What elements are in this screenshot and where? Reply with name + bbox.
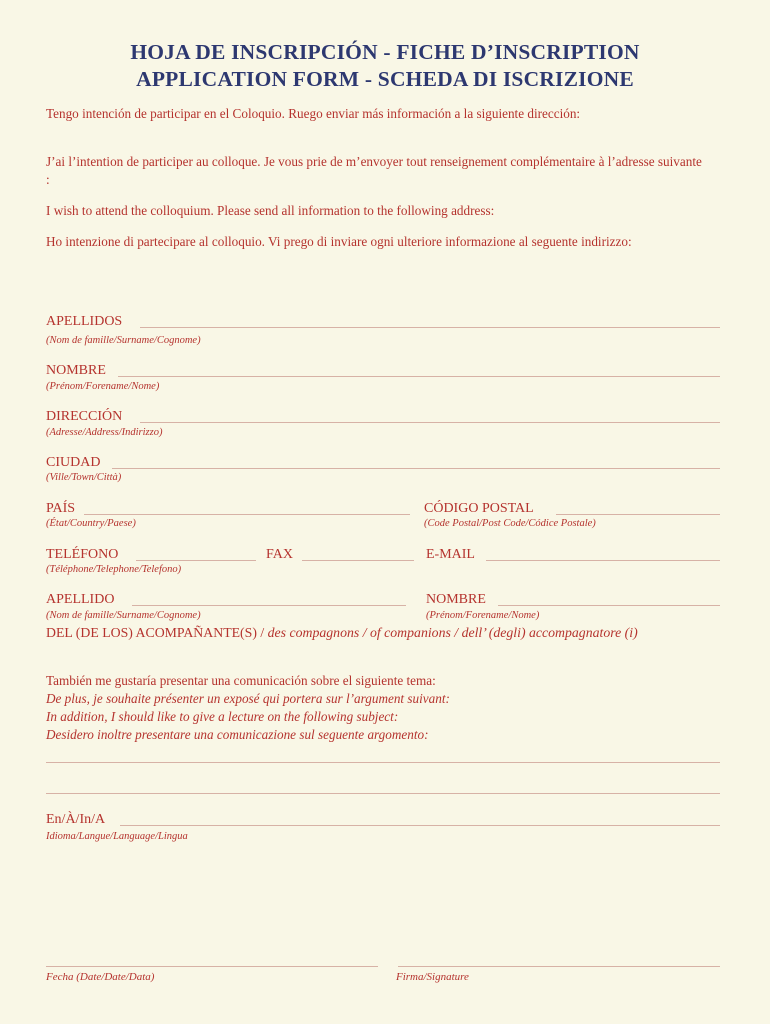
companions-heading-italic: des compagnons / of companions / dell’ (degli) accompagnatore (i) [267,625,638,640]
nombre-companion-sublabel: (Prénom/Forename/Nome) [426,610,540,621]
nombre-label: NOMBRE [46,363,106,378]
signature-field[interactable] [398,966,720,967]
date-label: Fecha (Date/Date/Data) [46,971,155,983]
apellido-companion-label: APELLIDO [46,592,115,607]
telefono-label: TELÉFONO [46,547,119,562]
ciudad-label: CIUDAD [46,455,101,470]
codigo-postal-label: CÓDIGO POSTAL [424,501,534,516]
language-label: En/À/In/A [46,812,106,827]
companions-heading [46,624,706,642]
nombre-sublabel: (Prénom/Forename/Nome) [46,381,160,392]
fax-field[interactable] [302,560,414,561]
nombre-companion-label: NOMBRE [426,592,486,607]
language-sublabel: Idioma/Langue/Language/Lingua [46,831,188,842]
email-label: E-MAIL [426,547,475,562]
lecture-french: De plus, je souhaite présenter un exposé qui portera sur l’argument suivant: [46,691,450,706]
codigo-postal-field[interactable] [556,514,720,515]
apellido-companion-field[interactable] [132,605,406,606]
lecture-spanish: También me gustaría presentar una comunicación sobre el siguiente tema: [46,673,436,688]
ciudad-sublabel: (Ville/Town/Città) [46,472,122,483]
lecture-italian: Desidero inoltre presentare una comunicazione sul seguente argomento: [46,727,429,742]
email-field[interactable] [486,560,720,561]
telefono-field[interactable] [136,560,256,561]
intro-english: I wish to attend the colloquium. Please send all information to the following address: [46,203,495,218]
lecture-english: In addition, I should like to give a lecture on the following subject: [46,709,399,724]
signature-label: Firma/Signature [396,971,469,983]
direccion-field[interactable] [140,422,720,423]
intro-french: J’ai l’intention de participer au colloque. Je vous prie de m’envoyer tout renseignement complémentaire à l’adresse suivante : [46,154,702,187]
apellidos-field[interactable] [140,327,720,328]
ciudad-field[interactable] [112,468,720,469]
intro-italian: Ho intenzione di partecipare al colloquio. Vi prego di inviare ogni ulteriore informazione al seguente indirizzo: [46,234,632,249]
apellidos-sublabel: (Nom de famille/Surname/Cognome) [46,335,201,346]
direccion-sublabel: (Adresse/Address/Indirizzo) [46,427,163,438]
apellidos-label: APELLIDOS [46,314,123,329]
lecture-subject-line-1[interactable] [46,762,720,763]
pais-sublabel: (État/Country/Paese) [46,518,136,529]
apellido-companion-sublabel: (Nom de famille/Surname/Cognome) [46,610,201,621]
form-title-line-2: APPLICATION FORM - SCHEDA DI ISCRIZIONE [136,67,634,91]
pais-field[interactable] [84,514,410,515]
nombre-field[interactable] [118,376,720,377]
date-field[interactable] [46,966,378,967]
codigo-postal-sublabel: (Code Postal/Post Code/Códice Postale) [424,518,596,529]
direccion-label: DIRECCIÓN [46,409,123,424]
fax-label: FAX [266,547,293,562]
lecture-subject-line-2[interactable] [46,793,720,794]
form-title-line-1: HOJA DE INSCRIPCIÓN - FICHE D’INSCRIPTION [130,40,640,64]
companions-heading-normal: DEL (DE LOS) ACOMPAÑANTE(S) / [46,625,268,640]
pais-label: PAÍS [46,501,76,516]
language-field[interactable] [120,825,720,826]
intro-spanish: Tengo intención de participar en el Coloquio. Ruego enviar más información a la siguiente dirección: [46,106,581,121]
telefono-sublabel: (Téléphone/Telephone/Telefono) [46,564,182,575]
nombre-companion-field[interactable] [498,605,720,606]
